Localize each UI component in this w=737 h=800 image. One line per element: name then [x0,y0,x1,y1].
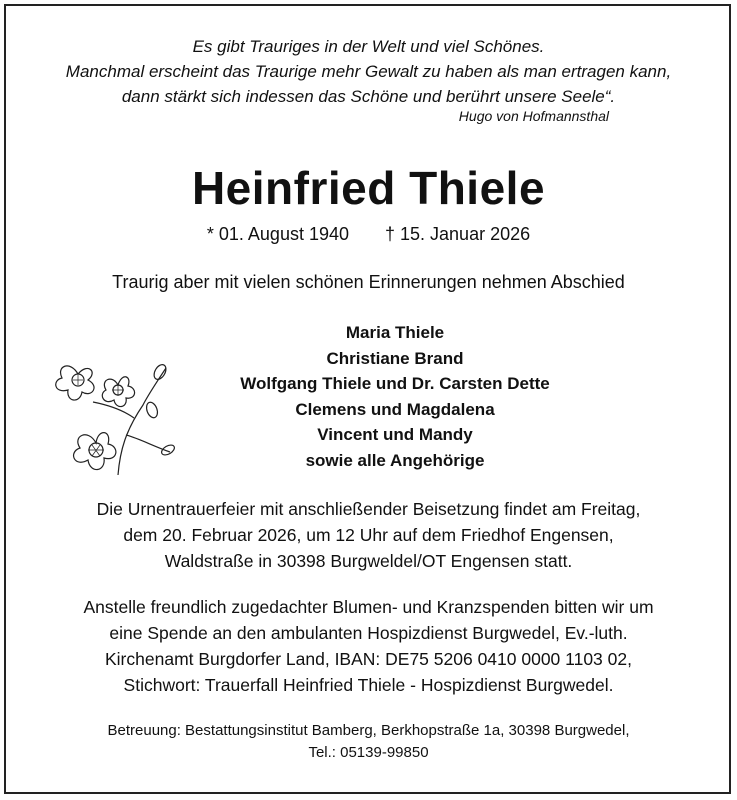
funeral-home-info [30,720,707,764]
footer-line: Tel.: 05139-99850 [308,744,429,761]
ceremony-line: Waldstraße in 30398 Burgweldel/OT Engensen statt. [164,551,573,571]
mourner-name: Clemens und Magdalena [295,399,495,419]
death-date: † 15. Januar 2026 [385,224,531,244]
ceremony-line: dem 20. Februar 2026, um 12 Uhr auf dem Friedhof Engensen, [123,525,614,545]
deceased-name: Heinfried Thiele [191,162,546,214]
ceremony-details [30,496,707,574]
quote-line: dann stärkt sich indessen das Schöne und berührt unsere Seele“. [121,87,616,106]
footer-line: Betreuung: Bestattungsinstitut Bamberg, Berkhopstraße 1a, 30398 Burgwedel, [107,722,630,739]
flower-illustration-icon [48,350,178,480]
quote-author: Hugo von Hofmannsthal [458,108,609,124]
donation-line: Kirchenamt Burgdorfer Land, IBAN: DE75 5206 0410 0000 1103 02, [105,649,632,669]
life-dates [0,224,737,245]
mourner-name: sowie alle Angehörige [305,450,485,470]
quote-line: Es gibt Trauriges in der Welt und viel Schönes. [192,37,545,56]
mourner-name: Vincent und Mandy [317,425,473,444]
donation-line: Stichwort: Trauerfall Heinfried Thiele - Hospizdienst Burgwedel. [123,675,614,695]
mourners-list [160,320,630,473]
donation-line: Anstelle freundlich zugedachter Blumen- und Kranzspenden bitten wir um [83,597,654,617]
birth-date: * 01. August 1940 [206,224,349,244]
farewell-intro: Traurig aber mit vielen schönen Erinnerungen nehmen Abschied [112,272,625,292]
mourner-name: Maria Thiele [345,323,445,342]
ceremony-line: Die Urnentrauerfeier mit anschließender Beisetzung findet am Freitag, [96,499,641,519]
donation-line: eine Spende an den ambulanten Hospizdienst Burgwedel, Ev.-luth. [109,623,628,643]
donation-request [30,594,707,698]
quote-block [0,34,737,109]
mourner-name: Wolfgang Thiele und Dr. Carsten Dette [240,374,550,393]
mourner-name: Christiane Brand [326,348,464,368]
quote-line: Manchmal erscheint das Traurige mehr Gewalt zu haben als man ertragen kann, [65,62,672,81]
